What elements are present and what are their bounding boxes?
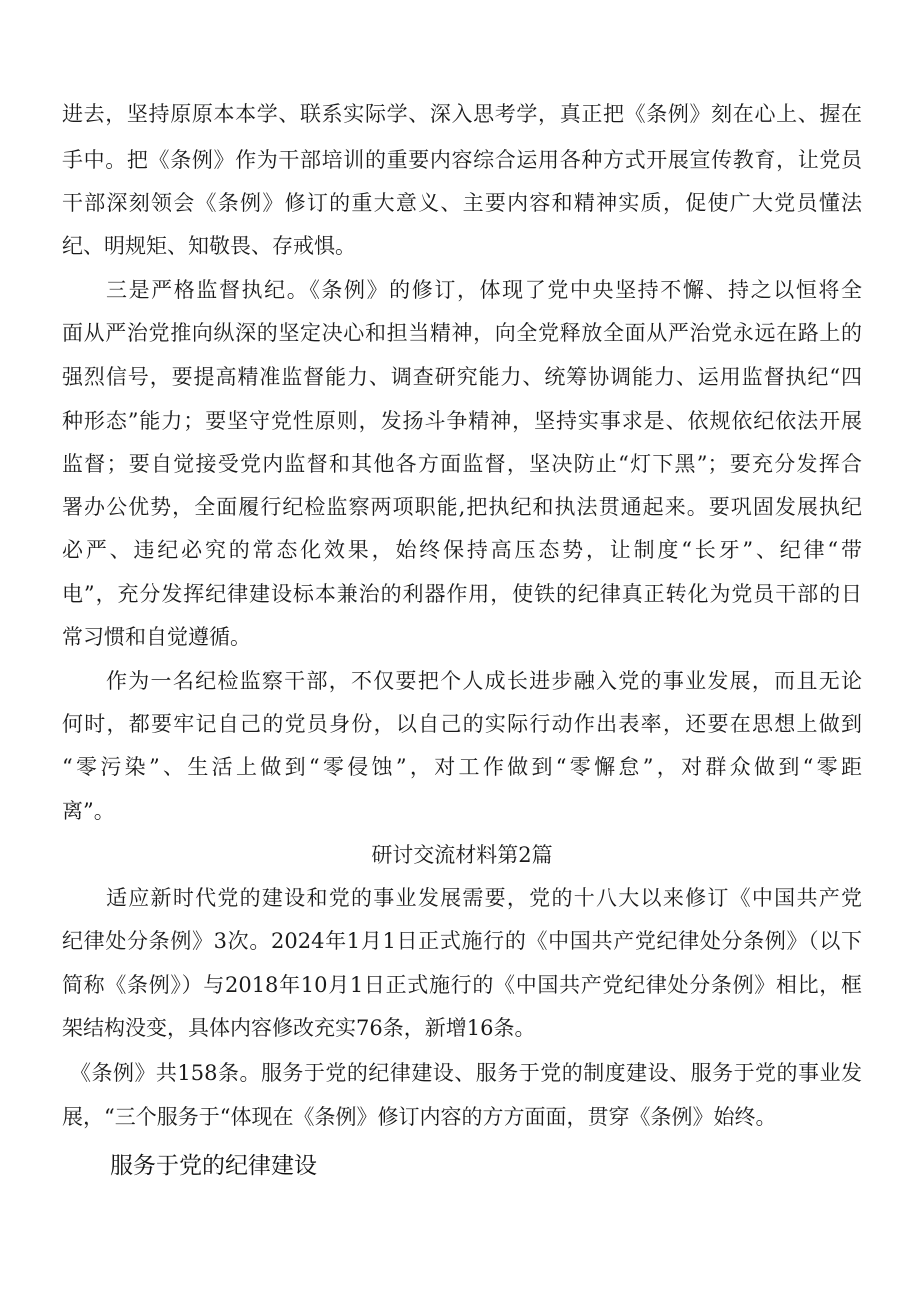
text-line: 必严、违纪必究的常态化效果，始终保持高压态势，让制度“长牙”、纪律“带 bbox=[62, 538, 862, 562]
text-line: “零污染”、生活上做到“零侵蚀”，对工作做到“零懈怠”，对群众做到“零距 bbox=[62, 755, 862, 779]
text-line: 展，“三个服务于“体现在《条例》修订内容的方方面面，贯穿《条例》始终。 bbox=[62, 1105, 777, 1129]
text-line: 面从严治党推向纵深的坚定决心和担当精神，向全党释放全面从严治党永远在路上的 bbox=[62, 321, 862, 345]
text-line: 纪律处分条例》3次。2024年1月1日正式施行的《中国共产党纪律处分条例》（以下 bbox=[62, 929, 862, 953]
subheading: 服务于党的纪律建设 bbox=[110, 1153, 317, 1179]
text-line: 离”。 bbox=[62, 799, 115, 823]
text-line: 何时，都要牢记自己的党员身份，以自己的实际行动作出表率，还要在思想上做到 bbox=[62, 712, 862, 736]
text-line: 常习惯和自觉遵循。 bbox=[62, 625, 251, 649]
text-line: 架结构没变，具体内容修改充实76条，新增16条。 bbox=[62, 1016, 536, 1040]
text-line: 电”，充分发挥纪律建设标本兼治的利器作用，使铁的纪律真正转化为党员干部的日 bbox=[62, 582, 862, 606]
text-line: 作为一名纪检监察干部，不仅要把个人成长进步融入党的事业发展，而且无论 bbox=[106, 669, 862, 693]
text-line: 适应新时代党的建设和党的事业发展需要，党的十八大以来修订《中国共产党 bbox=[106, 886, 862, 910]
section-title: 研讨交流材料第2篇 bbox=[371, 843, 553, 867]
text-line: 三是严格监督执纪。《条例》的修订，体现了党中央坚持不懈、持之以恒将全 bbox=[106, 278, 862, 302]
text-line: 简称《条例》）与2018年10月1日正式施行的《中国共产党纪律处分条例》相比，框 bbox=[62, 973, 862, 997]
text-line: 署办公优势，全面履行纪检监察两项职能,把执纪和执法贯通起来。要巩固发展执纪 bbox=[62, 495, 862, 519]
text-line: 干部深刻领会《条例》修订的重大意义、主要内容和精神实质，促使广大党员懂法 bbox=[62, 191, 862, 215]
text-line: 纪、明规矩、知敬畏、存戒惧。 bbox=[62, 234, 356, 258]
text-line: 手中。把《条例》作为干部培训的重要内容综合运用各种方式开展宣传教育，让党员 bbox=[62, 148, 862, 172]
text-line: 监督；要自觉接受党内监督和其他各方面监督，坚决防止“灯下黑”；要充分发挥合 bbox=[62, 452, 862, 476]
text-line: 《条例》共158条。服务于党的纪律建设、服务于党的制度建设、服务于党的事业发 bbox=[70, 1061, 862, 1085]
text-line: 强烈信号，要提高精准监督能力、调查研究能力、统筹协调能力、运用监督执纪“四 bbox=[62, 365, 862, 389]
text-line: 种形态”能力；要坚守党性原则，发扬斗争精神，坚持实事求是、依规依纪依法开展 bbox=[62, 409, 862, 433]
text-line: 进去，坚持原原本本学、联系实际学、深入思考学，真正把《条例》刻在心上、握在 bbox=[62, 102, 862, 126]
